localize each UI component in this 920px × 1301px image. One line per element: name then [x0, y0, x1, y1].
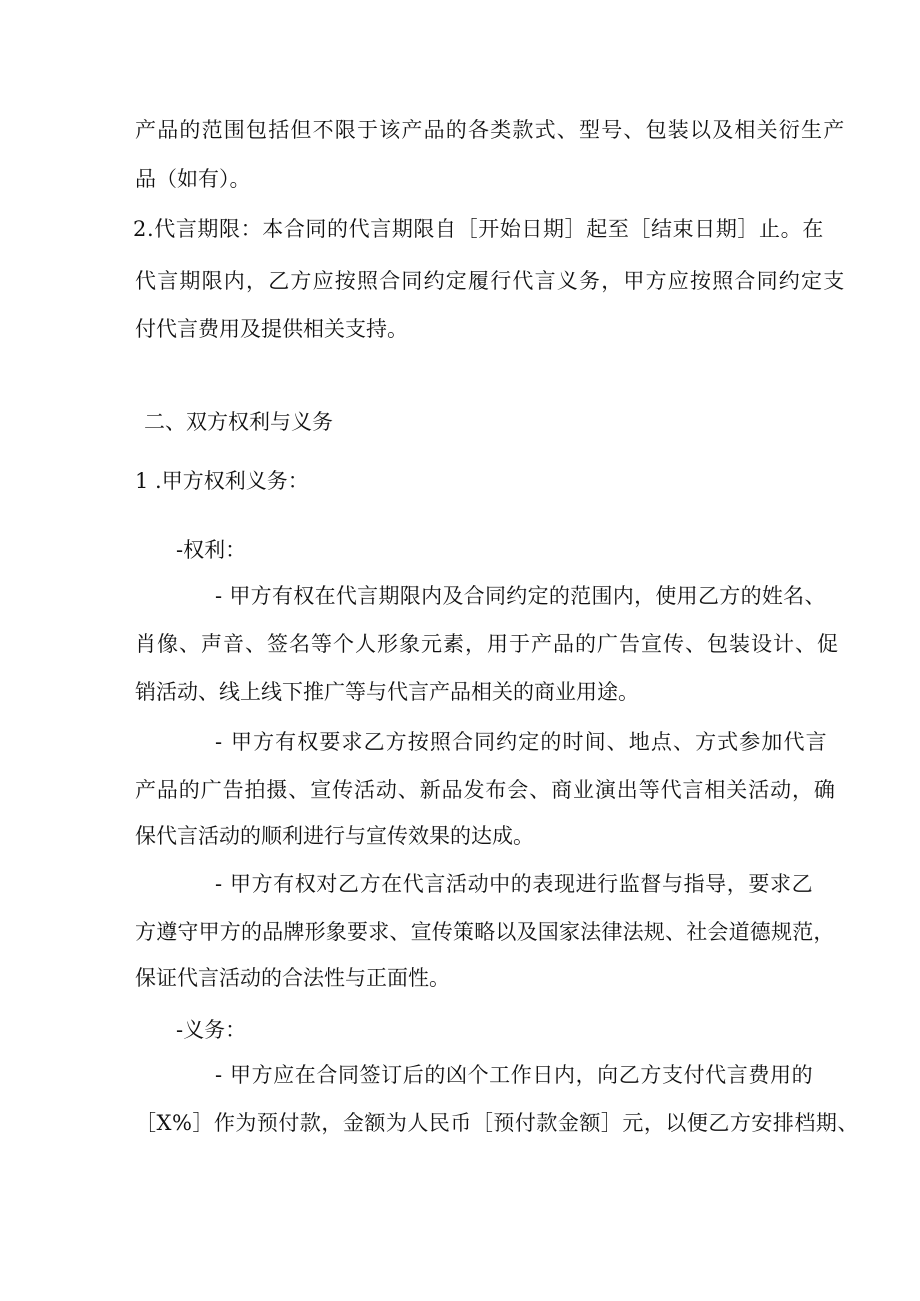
- right-1-line-2: 肖像、声音、签名等个人形象元素，用于产品的广告宣传、包装设计、促: [135, 632, 839, 656]
- obligation-1-line-2: ［X%］作为预付款，金额为人民币［预付款金额］元，以便乙方安排档期、: [135, 1111, 859, 1135]
- right-2-line-3: 保代言活动的顺利进行与宣传效果的达成。: [135, 824, 534, 848]
- right-1-line-3: 销活动、线上线下推广等与代言产品相关的商业用途。: [135, 680, 639, 704]
- term-clause-line-2: 代言期限内，乙方应按照合同约定履行代言义务，甲方应按照合同约定支: [135, 269, 846, 293]
- obligations-label: -义务：: [176, 1018, 247, 1042]
- subsection-heading-party-a: 1 .甲方权利义务：: [135, 469, 309, 493]
- term-clause-line-3: 付代言费用及提供相关支持。: [135, 317, 408, 341]
- right-2-line-2: 产品的广告拍摄、宣传活动、新品发布会、商业演出等代言相关活动，确: [135, 778, 836, 802]
- right-3-line-1: - 甲方有权对乙方在代言活动中的表现进行监督与指导，要求乙: [215, 872, 814, 896]
- section-heading-rights: 二、双方权利与义务: [144, 410, 333, 434]
- rights-label: -权利：: [176, 538, 247, 562]
- scope-text-line-1: 产品的范围包括但不限于该产品的各类款式、型号、包装以及相关衍生产: [135, 118, 846, 142]
- term-clause-line-1: 2.代言期限：本合同的代言期限自［开始日期］起至［结束日期］止。在: [133, 217, 824, 241]
- right-2-line-1: - 甲方有权要求乙方按照合同约定的时间、地点、方式参加代言: [215, 730, 828, 754]
- right-1-line-1: - 甲方有权在代言期限内及合同约定的范围内，使用乙方的姓名、: [215, 584, 826, 608]
- obligation-1-line-1: - 甲方应在合同签订后的凶个工作日内，向乙方支付代言费用的: [215, 1063, 814, 1087]
- right-3-line-3: 保证代言活动的合法性与正面性。: [135, 966, 450, 990]
- right-3-line-2: 方遵守甲方的品牌形象要求、宣传策略以及国家法律法规、社会道德规范，: [135, 920, 835, 944]
- scope-text-line-2: 品（如有）。: [135, 167, 251, 191]
